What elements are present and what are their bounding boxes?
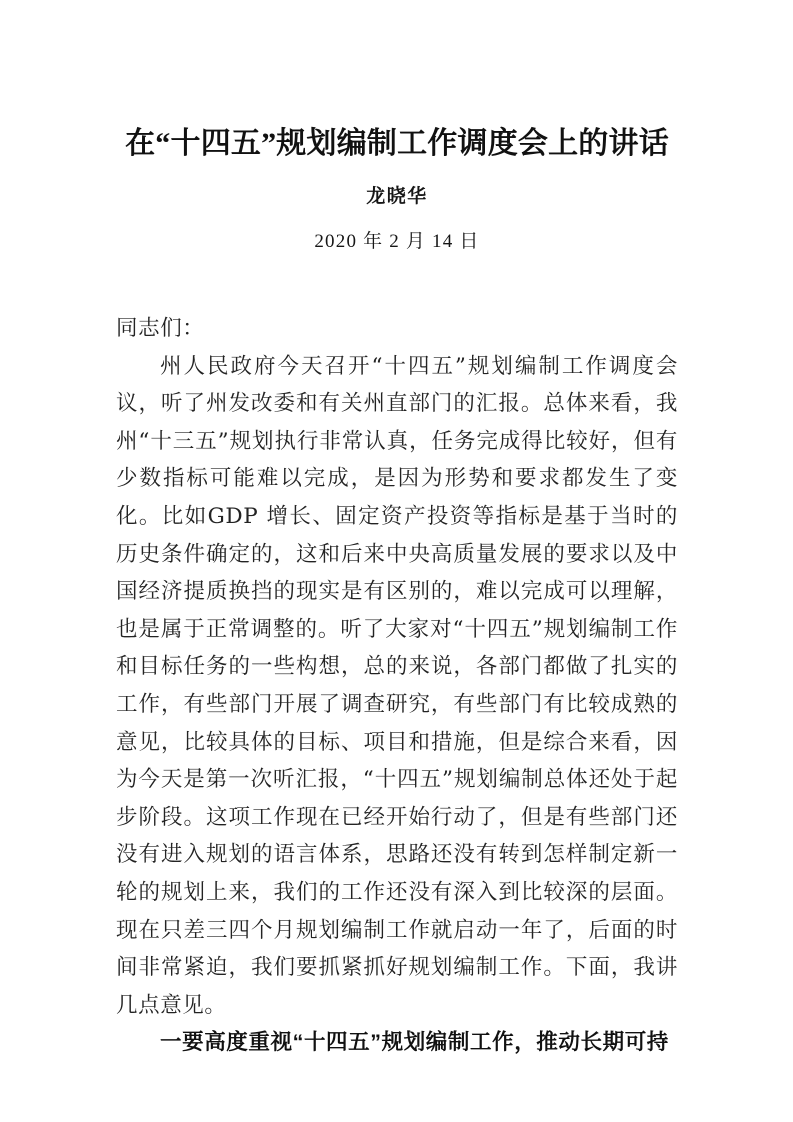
body-paragraph: 州人民政府今天召开“十四五”规划编制工作调度会议，听了州发改委和有关州直部门的汇报。总体来看，我州“十三五”规划执行非常认真，任务完成得比较好，但有少数指标可能难以完成，是因为形势和要求都发生了变化。比如GDP 增长、固定资产投资等指标是基于当时的历史条件确定的，这和后来中央高质量发展的要求以及中国经济提质换挡的现实是有区别的，难以完成可以理解，也是属于正常调整的。听了大家对“十四五”规划编制工作和目标任务的一些构想，总的来说，各部门都做了扎实的工作，有些部门开展了调查研究，有些部门有比较成熟的意见，比较具体的目标、项目和措施，但是综合来看，因为今天是第一次听汇报，“十四五”规划编制总体还处于起步阶段。这项工作现在已经开始行动了，但是有些部门还没有进入规划的语言体系，思路还没有转到怎样制定新一轮的规划上来，我们的工作还没有深入到比较深的层面。现在只差三四个月规划编制工作就启动一年了，后面的时间非常紧迫，我们要抓紧抓好规划编制工作。下面，我讲几点意见。 <box>116 353 678 1018</box>
page-title: 在“十四五”规划编制工作调度会上的讲话 <box>125 127 669 160</box>
document-date: 2020 年 2 月 14 日 <box>314 231 480 252</box>
salutation-line: 同志们： <box>116 316 205 341</box>
document-author: 龙晓华 <box>366 185 428 207</box>
document-body <box>116 310 678 1062</box>
section-heading: 一要高度重视“十四五”规划编制工作，推动长期可持 <box>160 1030 669 1055</box>
